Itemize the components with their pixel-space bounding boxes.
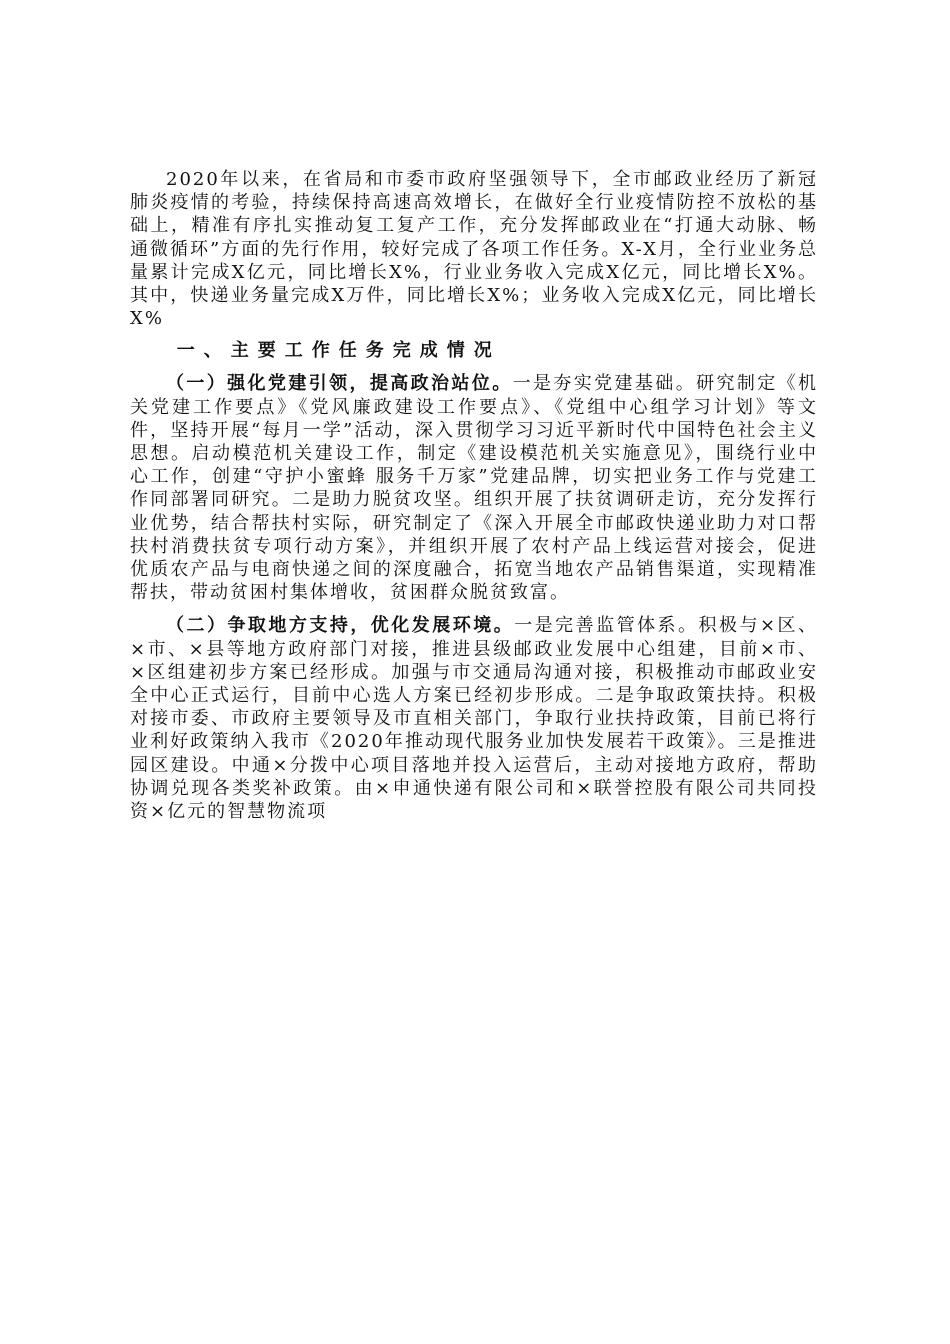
intro-paragraph: 2020年以来，在省局和市委市政府坚强领导下，全市邮政业经历了新冠肺炎疫情的考验，持续保持高速高效增长，在做好全行业疫情防控不放松的基础上，精准有序扎实推动复工复产工作，充分发挥邮政业在“打通大动脉、畅通微循环”方面的先行作用，较好完成了各项工作任务。X-X月，全行业业务总量累计完成X亿元，同比增长X%，行业业务收入完成X亿元，同比增长X%。其中，快递业务量完成X万件，同比增长X%；业务收入完成X亿元，同比增长X% bbox=[130, 169, 818, 330]
section-item-1 bbox=[130, 372, 818, 604]
section-item-2-lead: （二）争取地方支持，优化发展环境。 bbox=[166, 615, 515, 637]
section-item-1-body: 一是夯实党建基础。研究制定《机关党建工作要点》《党风廉政建设工作要点》、《党组中心组学习计划》等文件，坚持开展“每月一学”活动，深入贯彻学习习近平新时代中国特色社会主义思想。启动模范机关建设工作，制定《建设模范机关实施意见》，围绕行业中心工作，创建“守护小蜜蜂 服务千万家”党建品牌，切实把业务工作与党建工作同部署同研究。二是助力脱贫攻坚。组织开展了扶贫调研走访，充分发挥行业优势，结合帮扶村实际，研究制定了《深入开展全市邮政快递业助力对口帮扶村消费扶贫专项行动方案》，并组织开展了农村产品上线运营对接会，促进优质农产品与电商快递之间的深度融合，拓宽当地农产品销售渠道，实现精准帮扶，带动贫困村集体增收，贫困群众脱贫致富。 bbox=[130, 373, 819, 604]
section-item-2 bbox=[130, 614, 818, 823]
document-page bbox=[130, 168, 818, 823]
section-heading: 一、主要工作任务完成情况 bbox=[176, 340, 501, 362]
paragraph-gap bbox=[130, 604, 818, 614]
section-item-1-lead: （一）强化党建引领，提高政治站位。 bbox=[166, 373, 513, 395]
section-item-2-body: 一是完善监管体系。积极与×区、×市、×县等地方政府部门对接，推进县级邮政业发展中心组建，目前×市、×区组建初步方案已经形成。加强与市交通局沟通对接，积极推动市邮政业安全中心正式运行，目前中心选人方案已经初步形成。二是争取政策扶持。积极对接市委、市政府主要领导及市直相关部门，争取行业扶持政策，目前已将行业利好政策纳入我市《2020年推动现代服务业加快发展若干政策》。三是推进园区建设。中通×分拨中心项目落地并投入运营后，主动对接地方政府，帮助协调兑现各类奖补政策。由×申通快递有限公司和×联誉控股有限公司共同投资×亿元的智慧物流项 bbox=[130, 615, 819, 823]
